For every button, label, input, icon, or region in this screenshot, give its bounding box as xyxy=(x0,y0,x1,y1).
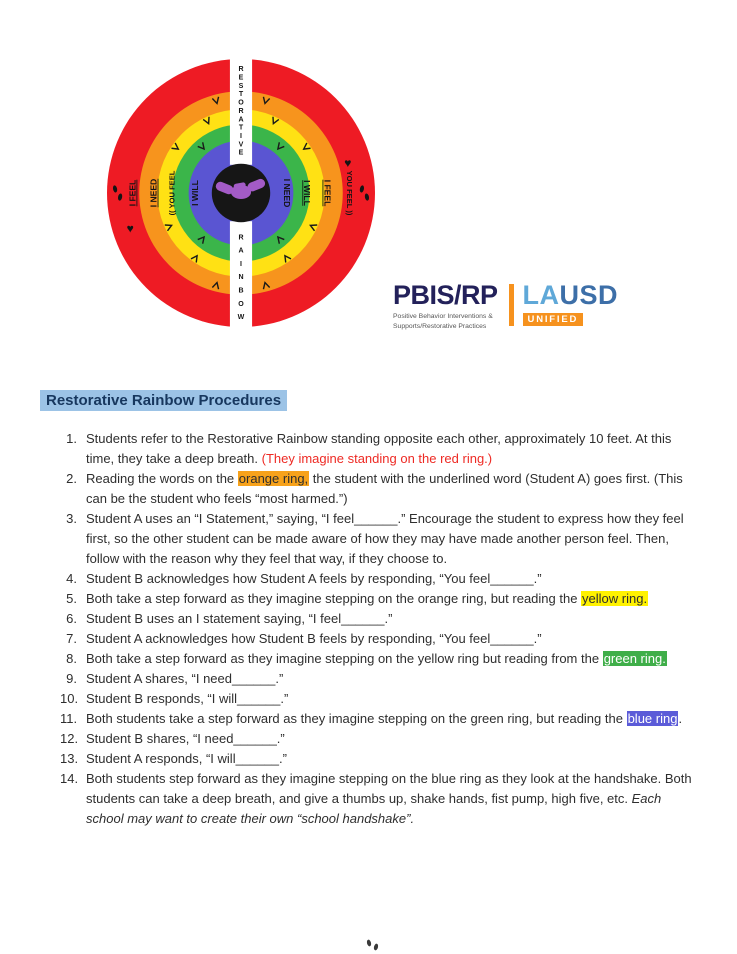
text-segment: Reading the words on the xyxy=(86,471,238,486)
procedure-number: 8. xyxy=(66,651,77,666)
procedure-text xyxy=(86,429,696,469)
procedure-item xyxy=(60,569,696,589)
logo-row xyxy=(393,282,618,331)
logo-divider xyxy=(509,284,514,326)
procedure-text xyxy=(86,569,696,589)
procedure-text xyxy=(86,589,696,609)
diagram-title-restorative: R E S T O R A T I V E xyxy=(238,66,244,157)
text-segment: . xyxy=(678,711,683,726)
procedure-text xyxy=(86,729,696,749)
procedure-number: 5. xyxy=(66,591,77,606)
lausd-wordmark xyxy=(523,282,619,309)
pbis-rp-title: PBIS/RP xyxy=(393,280,498,310)
procedure-number: 14. xyxy=(60,771,79,786)
text-segment: Both students take a step forward as they imagine stepping on the green ring, but reading the xyxy=(86,711,627,726)
heart-icon: ♥ xyxy=(344,155,352,170)
pbis-subtitle-line1: Positive Behavior Interventions & xyxy=(393,313,493,320)
text-segment: Students refer to the Restorative Rainbow standing opposite each other, approximately 10 feet. At this time, they take a deep breath. xyxy=(86,431,672,466)
diagram-title-rainbow: R A I N B O W xyxy=(237,234,245,322)
procedure-text xyxy=(86,709,696,729)
procedure-text xyxy=(86,689,696,709)
text-segment: Student B responds, “I will______.” xyxy=(86,691,289,706)
procedure-text xyxy=(86,629,696,649)
ring-label-left-i-feel: I FEEL xyxy=(127,179,138,207)
procedure-number: 3. xyxy=(66,511,77,526)
procedure-item xyxy=(60,649,696,669)
procedure-text xyxy=(86,609,696,629)
pbis-subtitle-line2: Supports/Restorative Practices xyxy=(393,322,487,330)
text-segment: Student B acknowledges how Student A feels by responding, “You feel______.” xyxy=(86,571,542,586)
procedure-number: 7. xyxy=(66,631,77,646)
text-segment: Both take a step forward as they imagine stepping on the yellow ring but reading from the xyxy=(86,651,603,666)
procedure-item xyxy=(60,469,696,509)
ring-label-right-you-feel: YOU FEEL )) xyxy=(344,170,354,216)
procedure-number: 10. xyxy=(60,691,79,706)
procedure-text xyxy=(86,769,696,829)
restorative-rainbow-diagram xyxy=(106,58,376,328)
procedure-text xyxy=(86,749,696,769)
text-segment: the student with the underlined word (Student A) goes first. (This can be the student who feels “most harmed.”) xyxy=(86,471,683,506)
procedure-text xyxy=(86,509,696,569)
lausd-la-text: LA xyxy=(522,280,560,310)
ring-label-left-you-feel: (( YOU FEEL xyxy=(167,170,177,216)
procedure-number: 9. xyxy=(66,671,77,686)
ring-label-left-i-need: I NEED xyxy=(148,178,159,208)
pbis-rp-subtitle xyxy=(393,312,498,331)
rainbow-diagram-svg xyxy=(106,58,376,328)
ring-label-left-i-will: I WILL xyxy=(189,180,200,206)
text-segment: Student A uses an “I Statement,” saying, “I feel______.” Encourage the student to express how they feel first, so the other student can be made aware of how they may have made another person feel. Then, follow with the reason why they feel that way, if they choose to. xyxy=(86,511,684,566)
procedure-item xyxy=(60,589,696,609)
footer-footprints-icon xyxy=(364,938,382,954)
procedure-number: 1. xyxy=(66,431,77,446)
text-segment: yellow ring. xyxy=(582,591,648,606)
procedure-item xyxy=(60,709,696,729)
text-segment: Student A acknowledges how Student B feels by responding, “You feel______.” xyxy=(86,631,542,646)
pbis-rp-logo xyxy=(393,282,498,331)
procedure-item xyxy=(60,669,696,689)
procedure-number: 4. xyxy=(66,571,77,586)
ring-label-right-i-feel: I FEEL xyxy=(322,179,333,207)
procedure-number: 11. xyxy=(60,711,78,726)
procedures-list xyxy=(60,429,696,829)
lausd-unified-badge: UNIFIED xyxy=(523,313,584,326)
procedure-item xyxy=(60,689,696,709)
text-segment: Student A shares, “I need______.” xyxy=(86,671,284,686)
lausd-logo xyxy=(523,282,619,327)
text-segment: Student A responds, “I will______.” xyxy=(86,751,287,766)
lausd-usd-text: USD xyxy=(559,280,619,310)
text-segment: Both students step forward as they imagine stepping on the blue ring as they look at the handshake. Both students can take a deep breath, and give a thumbs up, shake hands, fist pump, high five, etc. xyxy=(86,771,692,806)
text-segment: Both take a step forward as they imagine stepping on the orange ring, but reading the xyxy=(86,591,582,606)
procedure-number: 12. xyxy=(60,731,79,746)
procedure-item xyxy=(60,629,696,649)
text-segment: Student B shares, “I need______.” xyxy=(86,731,285,746)
procedure-text xyxy=(86,649,696,669)
procedure-item xyxy=(60,429,696,469)
procedure-number: 13. xyxy=(60,751,79,766)
text-segment: (They imagine standing on the red ring.) xyxy=(261,451,493,466)
text-segment: blue ring xyxy=(627,711,678,726)
ring-label-right-i-will: I WILL xyxy=(302,180,313,206)
procedure-item xyxy=(60,749,696,769)
text-segment: green ring. xyxy=(603,651,666,666)
procedure-item xyxy=(60,509,696,569)
text-segment: orange ring, xyxy=(238,471,309,486)
heart-icon: ♥ xyxy=(126,221,134,236)
procedure-item xyxy=(60,769,696,829)
procedure-item xyxy=(60,729,696,749)
procedure-number: 2. xyxy=(66,471,77,486)
procedure-number: 6. xyxy=(66,611,77,626)
procedure-item xyxy=(60,609,696,629)
procedure-text xyxy=(86,469,696,509)
ring-label-right-i-need: I NEED xyxy=(282,178,293,208)
text-segment: Each school may want to create their own “school handshake”. xyxy=(86,791,662,826)
page-title: Restorative Rainbow Procedures xyxy=(40,390,287,411)
procedure-text xyxy=(86,669,696,689)
text-segment: Student B uses an I statement saying, “I feel______.” xyxy=(86,611,393,626)
